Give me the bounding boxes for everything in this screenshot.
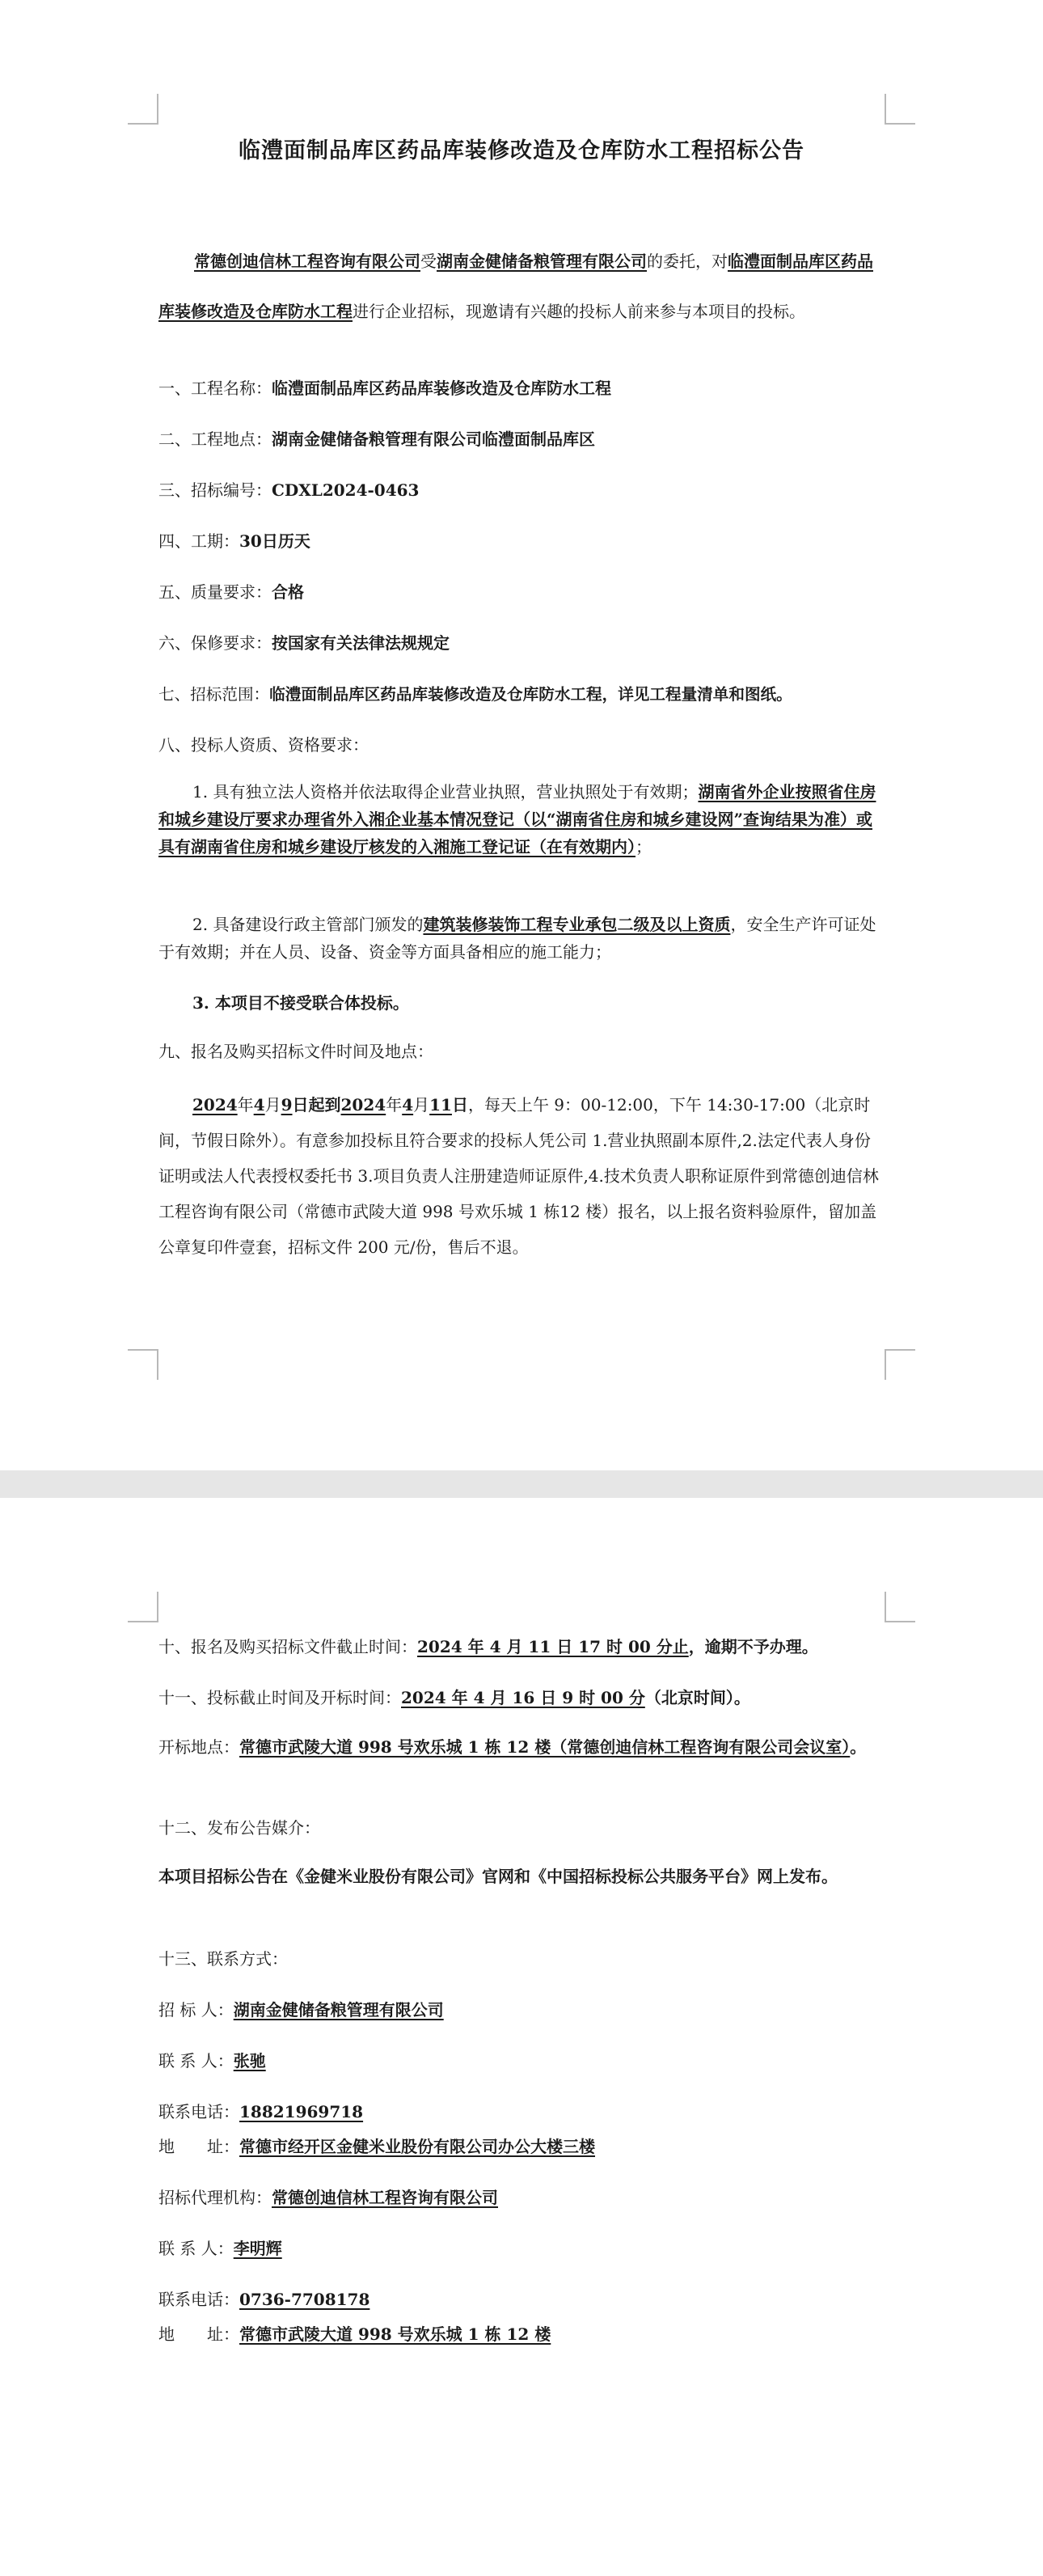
page-corner-mark xyxy=(128,94,158,125)
page-corner-mark xyxy=(128,1349,158,1380)
contact-address-2: 地 址：常德市武陵大道 998 号欢乐城 1 栋 12 楼 xyxy=(158,2324,551,2344)
opening-place: 开标地点：常德市武陵大道 998 号欢乐城 1 栋 12 楼（常德创迪信林工程咨询有限公司会议室）。 xyxy=(158,1737,867,1757)
agency-name: 常德创迪信林工程咨询有限公司 xyxy=(194,252,420,271)
registration-paragraph: 2024年4月9日起到2024年4月11日，每天上午 9：00-12:00，下午 14:30-17:00（北京时间，节假日除外）。有意参加投标且符合要求的投标人凭公司 1.营业执照副本原件,2.法定代表人身份证明或法人代表授权委托书 3.项目负责人注册建造师证原件,4.技术负责人职称证原件到常德创迪信林工程咨询有限公司（常德市武陵大道 998 号欢乐城 1 栋12 楼）报名，以上报名资料验原件，留加盖公章复印件壹套，招标文件 200 元/份，售后不退。 xyxy=(158,1095,879,1257)
item-quality: 五、质量要求：合格 xyxy=(158,582,304,602)
page-title: 临澧面制品库区药品库装修改造及仓库防水工程招标公告 xyxy=(239,138,804,163)
intro-paragraph: 常德创迪信林工程咨询有限公司受湖南金健储备粮管理有限公司的委托，对临澧面制品库区药品库装修改造及仓库防水工程进行企业招标，现邀请有兴趣的投标人前来参与本项目的投标。 xyxy=(158,252,873,321)
media-text: 本项目招标公告在《金健米业股份有限公司》官网和《中国招标投标公共服务平台》网上发布。 xyxy=(158,1867,838,1886)
contact-heading: 十三、联系方式： xyxy=(158,1949,288,1969)
qualification-item-1: 1. 具有独立法人资格并依法取得企业营业执照，营业执照处于有效期；湖南省外企业按照省住房和城乡建设厅要求办理省外入湘企业基本情况登记（以“湖南省住房和城乡建设网”查询结果为准）或具有湖南省住房和城乡建设厅核发的入湘施工登记证（在有效期内）； xyxy=(158,782,876,857)
registration-heading: 九、报名及购买招标文件时间及地点： xyxy=(158,1042,433,1061)
page-corner-mark xyxy=(885,94,915,125)
item-warranty: 六、保修要求：按国家有关法律法规规定 xyxy=(158,633,450,653)
registration-deadline: 十、报名及购买招标文件截止时间：2024 年 4 月 11 日 17 时 00 分止，逾期不予办理。 xyxy=(158,1637,818,1656)
page-separator xyxy=(0,1470,1043,1498)
contact-address-1: 地 址：常德市经开区金健米业股份有限公司办公大楼三楼 xyxy=(158,2137,595,2156)
item-project-name: 一、工程名称：临澧面制品库区药品库装修改造及仓库防水工程 xyxy=(158,379,611,398)
contact-person-1: 联 系 人：张驰 xyxy=(158,2051,266,2071)
contact-phone-1: 联系电话：18821969718 xyxy=(158,2102,364,2121)
qualification-item-2: 2. 具备建设行政主管部门颁发的建筑装修装饰工程专业承包二级及以上资质，安全生产许可证处于有效期；并在人员、设备、资金等方面具备相应的施工能力； xyxy=(158,915,876,962)
bid-deadline: 十一、投标截止时间及开标时间：2024 年 4 月 16 日 9 时 00 分（北京时间）。 xyxy=(158,1688,750,1707)
project-name: 临澧面制品库区药品库装修改造及仓库防水工程 xyxy=(158,252,873,321)
document-page-2 xyxy=(0,1498,1043,2576)
page-corner-mark xyxy=(885,1592,915,1622)
page-corner-mark xyxy=(885,1349,915,1380)
contact-tenderer: 招 标 人：湖南金健储备粮管理有限公司 xyxy=(158,2000,444,2020)
qualification-item-3: 3. 本项目不接受联合体投标。 xyxy=(192,993,409,1013)
item-tender-number: 三、招标编号：CDXL2024-0463 xyxy=(158,480,420,500)
contact-agent: 招标代理机构：常德创迪信林工程咨询有限公司 xyxy=(158,2188,498,2207)
item-project-location: 二、工程地点：湖南金健储备粮管理有限公司临澧面制品库区 xyxy=(158,429,595,449)
media-heading: 十二、发布公告媒介： xyxy=(158,1818,320,1838)
contact-phone-2: 联系电话：0736-7708178 xyxy=(158,2290,370,2309)
item-qualification-heading: 八、投标人资质、资格要求： xyxy=(158,735,369,755)
item-duration: 四、工期：30日历天 xyxy=(158,531,310,551)
item-scope: 七、招标范围：临澧面制品库区药品库装修改造及仓库防水工程，详见工程量清单和图纸。 xyxy=(158,685,792,704)
contact-person-2: 联 系 人：李明辉 xyxy=(158,2239,282,2258)
page-corner-mark xyxy=(128,1592,158,1622)
client-name: 湖南金健储备粮管理有限公司 xyxy=(437,252,647,271)
